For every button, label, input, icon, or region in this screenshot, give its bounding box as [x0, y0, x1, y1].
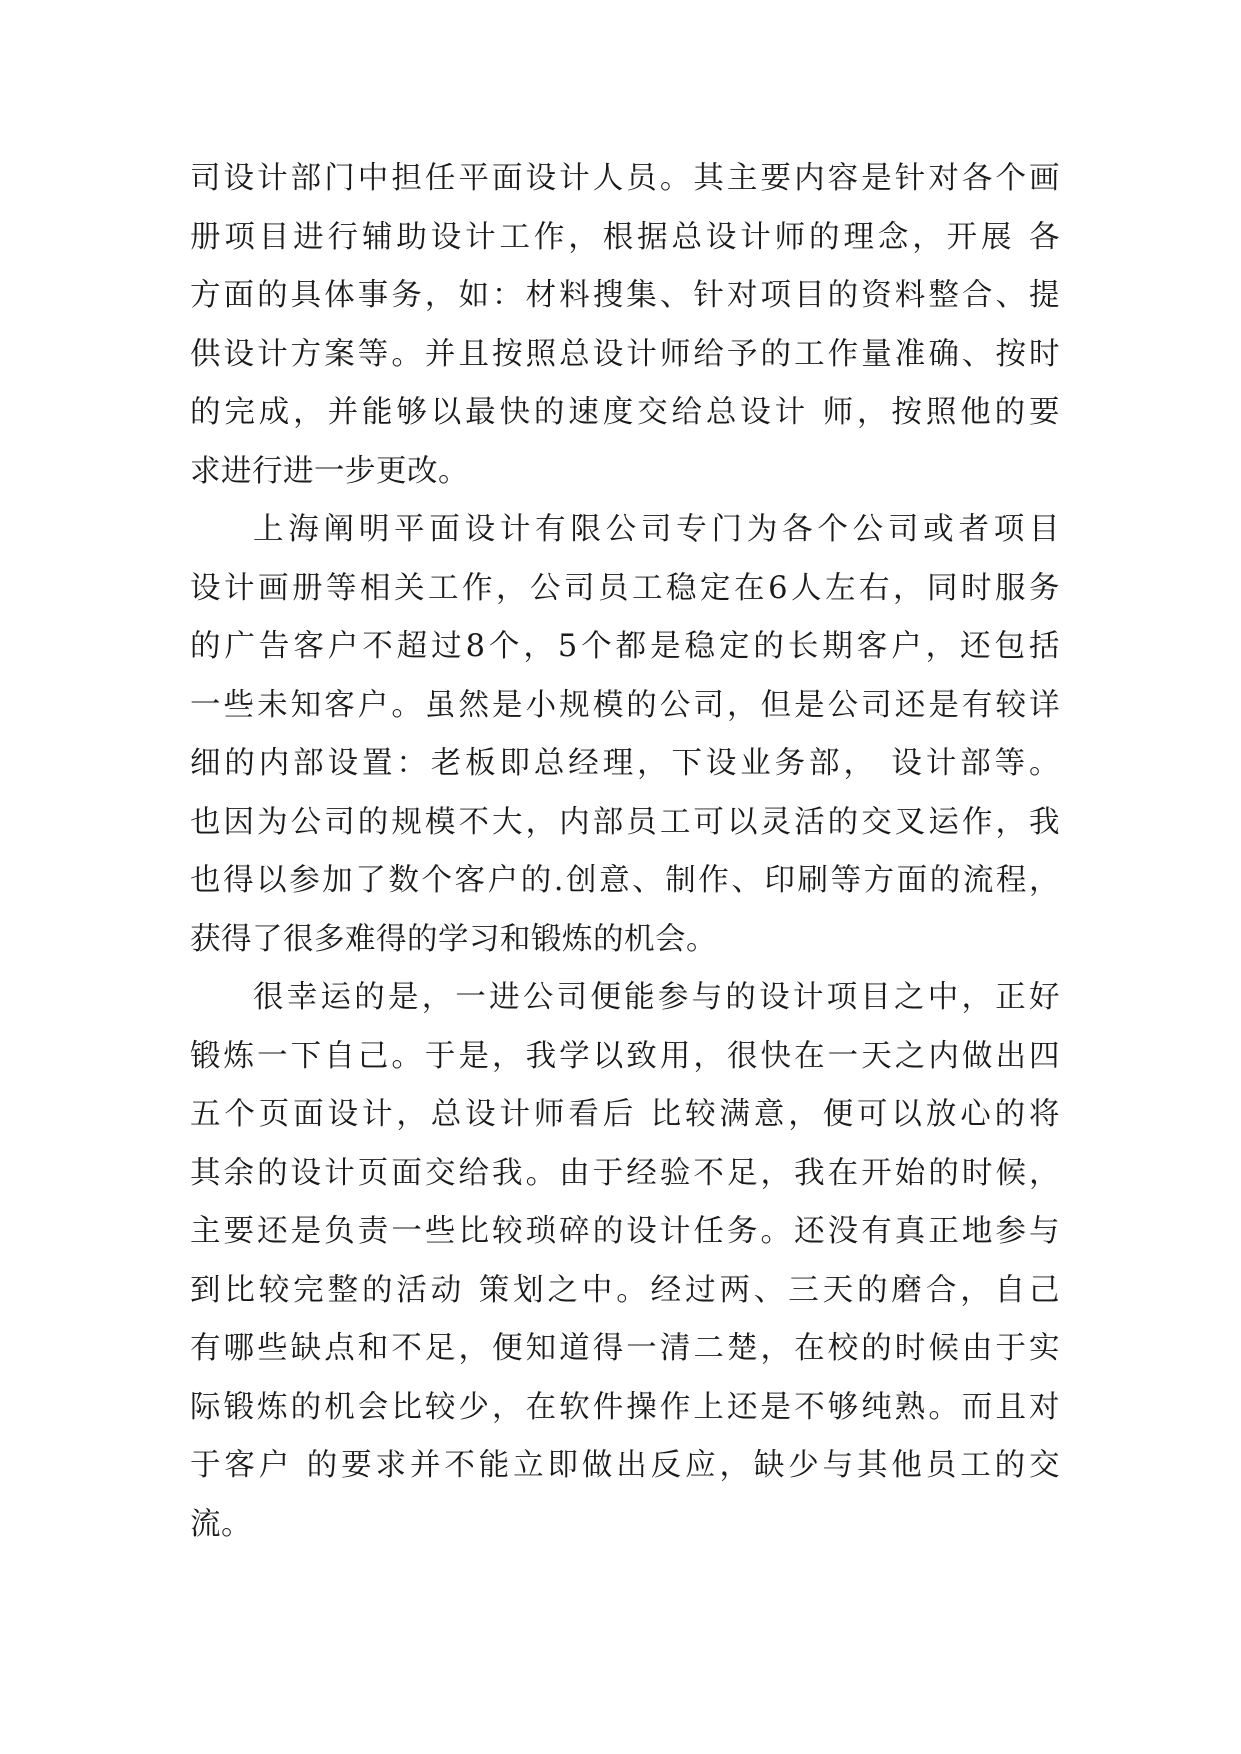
text-line: 的完成，并能够以最快的速度交给总设计 师，按照他的要 — [190, 395, 1060, 430]
body-text — [190, 150, 1060, 1554]
paragraph-2 — [190, 501, 1060, 969]
text-line: 设计画册等相关工作，公司员工稳定在6人左右，同时服务 — [190, 570, 1060, 606]
text-line: 方面的具体事务，如：材料搜集、针对项目的资料整合、提 — [190, 278, 1060, 313]
text-line: 供设计方案等。并且按照总设计师给予的工作量准确、按时 — [190, 336, 1060, 372]
text-line: 很幸运的是，一进公司便能参与的设计项目之中，正好 — [253, 980, 1060, 1015]
text-line: 有哪些缺点和不足，便知道得一清二楚，在校的时候由于实 — [190, 1331, 1060, 1366]
text-line: 到比较完整的活动 策划之中。经过两、三天的磨合，自己 — [190, 1272, 1060, 1308]
text-line: 也得以参加了数个客户的.创意、制作、印刷等方面的流程， — [190, 863, 1060, 898]
text-line: 五个页面设计，总设计师看后 比较满意，便可以放心的将 — [190, 1097, 1060, 1132]
text-line: 细的内部设置：老板即总经理，下设业务部， 设计部等。 — [190, 746, 1060, 781]
paragraph-3 — [190, 969, 1060, 1554]
text-line: 册项目进行辅助设计工作，根据总设计师的理念，开展 各 — [190, 219, 1060, 255]
text-line: 司设计部门中担任平面设计人员。其主要内容是针对各个画 — [190, 161, 1060, 196]
text-line: 求进行进一步更改。 — [190, 453, 469, 489]
text-line: 主要还是负责一些比较琐碎的设计任务。还没有真正地参与 — [190, 1214, 1060, 1249]
text-line: 于客户 的要求并不能立即做出反应，缺少与其他员工的交 — [190, 1448, 1060, 1483]
text-line: 锻炼一下自己。于是，我学以致用，很快在一天之内做出四 — [190, 1038, 1060, 1074]
text-line: 一些未知客户。虽然是小规模的公司，但是公司还是有较详 — [190, 687, 1060, 723]
text-line: 的广告客户不超过8个，5个都是稳定的长期客户，还包括 — [190, 629, 1060, 664]
paragraph-1 — [190, 150, 1060, 501]
text-line: 其余的设计页面交给我。由于经验不足，我在开始的时候， — [190, 1155, 1060, 1191]
text-line: 上海阐明平面设计有限公司专门为各个公司或者项目 — [253, 512, 1060, 547]
text-line: 也因为公司的规模不大，内部员工可以灵活的交叉运作，我 — [190, 804, 1060, 840]
text-line: 流。 — [190, 1506, 252, 1542]
text-line: 获得了很多难得的学习和锻炼的机会。 — [190, 921, 717, 957]
text-line: 际锻炼的机会比较少，在软件操作上还是不够纯熟。而且对 — [190, 1389, 1060, 1425]
